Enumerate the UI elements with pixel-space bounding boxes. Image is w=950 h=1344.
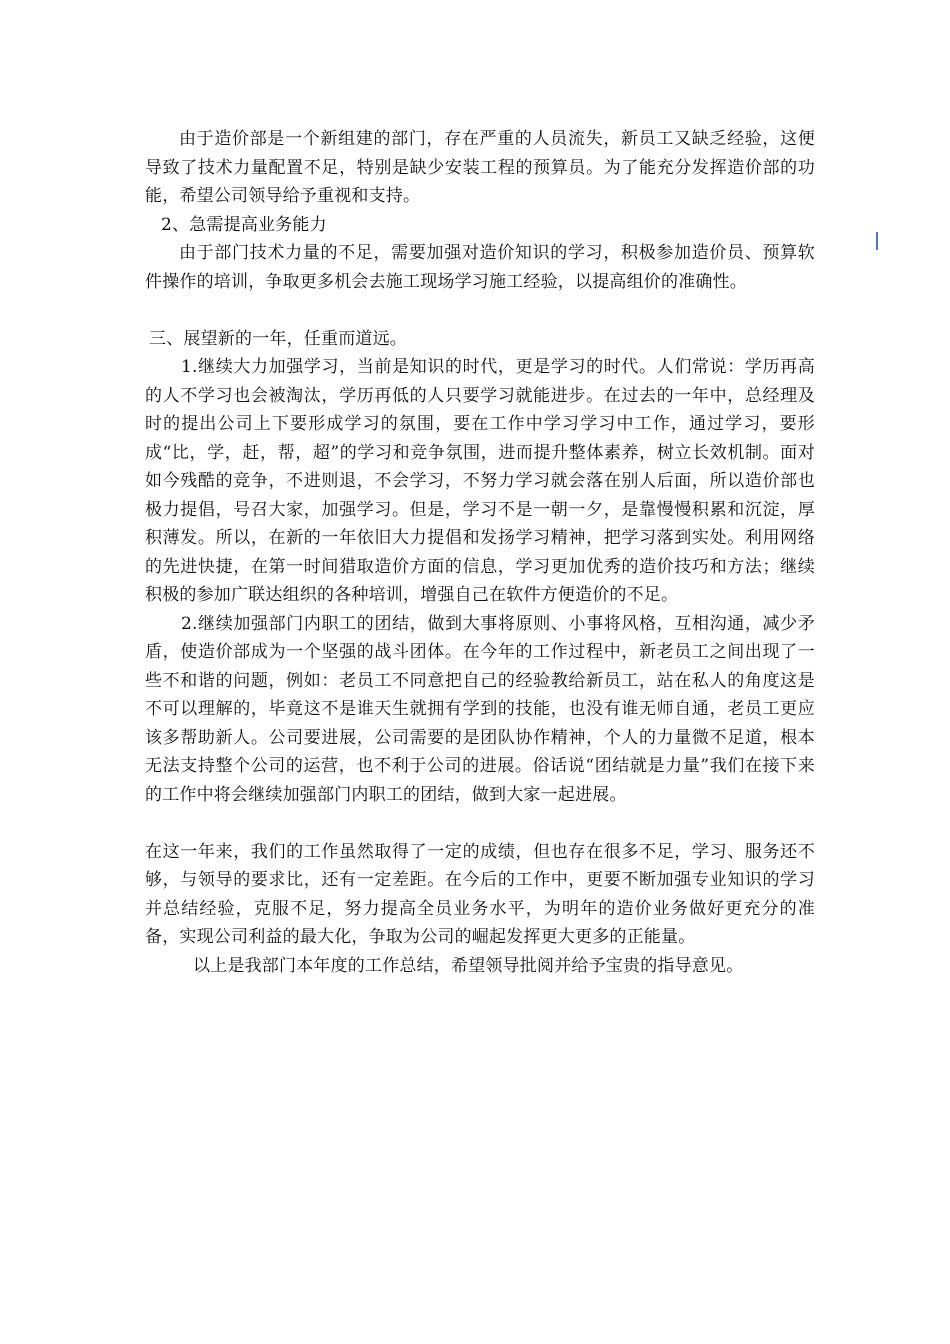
paragraph-learning: 1.继续大力加强学习，当前是知识的时代，更是学习的时代。人们常说：学历再高的人不学习也会被淘汰，学历再低的人只要学习就能进步。在过去的一年中，总经理及时的提出公司上下要形成学习的氛围，要在工作中学习学习中工作，通过学习，要形成“比，学，赶，帮，超”的学习和竞争氛围，进而提升整体素养，树立长效机制。面对如今残酷的竞争，不进则退，不会学习，不努力学习就会落在别人后面，所以造价部也极力提倡，号召大家，加强学习。但是，学习不是一朝一夕，是靠慢慢积累和沉淀，厚积薄发。所以，在新的一年依旧大力提倡和发扬学习精神，把学习落到实处。利用网络的先进快捷，在第一时间猎取造价方面的信息，学习更加优秀的造价技巧和方法；继续积极的参加广联达组织的各种培训，增强自己在软件方便造价的不足。	[145, 357, 815, 605]
blank-line	[145, 296, 815, 325]
text-cursor-icon	[876, 232, 878, 250]
blank-line	[145, 809, 815, 838]
section-heading-outlook: 三、展望新的一年，任重而道远。	[149, 328, 407, 349]
paragraph-summary: 在这一年来，我们的工作虽然取得了一定的成绩，但也存在很多不足，学习、服务还不够，与领导的要求比，还有一定差距。在今后的工作中，更要不断加强专业知识的学习并总结经验，克服不足，努力提高全员业务水平，为明年的造价业务做好更充分的准备，实现公司利益的最大化，争取为公司的崛起发挥更大更多的正能量。	[145, 841, 815, 947]
paragraph-closing: 以上是我部门本年度的工作总结，希望领导批阅并给予宝贵的指导意见。	[193, 955, 744, 976]
document-body	[145, 125, 815, 980]
section-heading-business-ability: 2、急需提高业务能力	[161, 214, 327, 235]
paragraph-unity: 2.继续加强部门内职工的团结，做到大事将原则、小事将风格，互相沟通，减少矛盾，使造价部成为一个坚强的战斗团体。在今年的工作过程中，新老员工之间出现了一些不和谐的问题，例如：老员工不同意把自己的经验教给新员工，站在私人的角度这是不可以理解的，毕竟这不是谁天生就拥有学到的技能，也没有谁无师自通，老员工更应该多帮助新人。公司要进展，公司需要的是团队协作精神，个人的力量微不足道，根本无法支持整个公司的运营，也不利于公司的进展。俗话说“团结就是力量”我们在接下来的工作中将会继续加强部门内职工的团结，做到大家一起进展。	[145, 613, 815, 805]
paragraph-staffing: 由于造价部是一个新组建的部门，存在严重的人员流失，新员工又缺乏经验，这便导致了技术力量配置不足，特别是缺少安装工程的预算员。为了能充分发挥造价部的功能，希望公司领导给予重视和支持。	[145, 129, 815, 206]
paragraph-training: 由于部门技术力量的不足，需要加强对造价知识的学习，积极参加造价员、预算软件操作的培训，争取更多机会去施工现场学习施工经验，以提高组价的准确性。	[145, 243, 815, 292]
